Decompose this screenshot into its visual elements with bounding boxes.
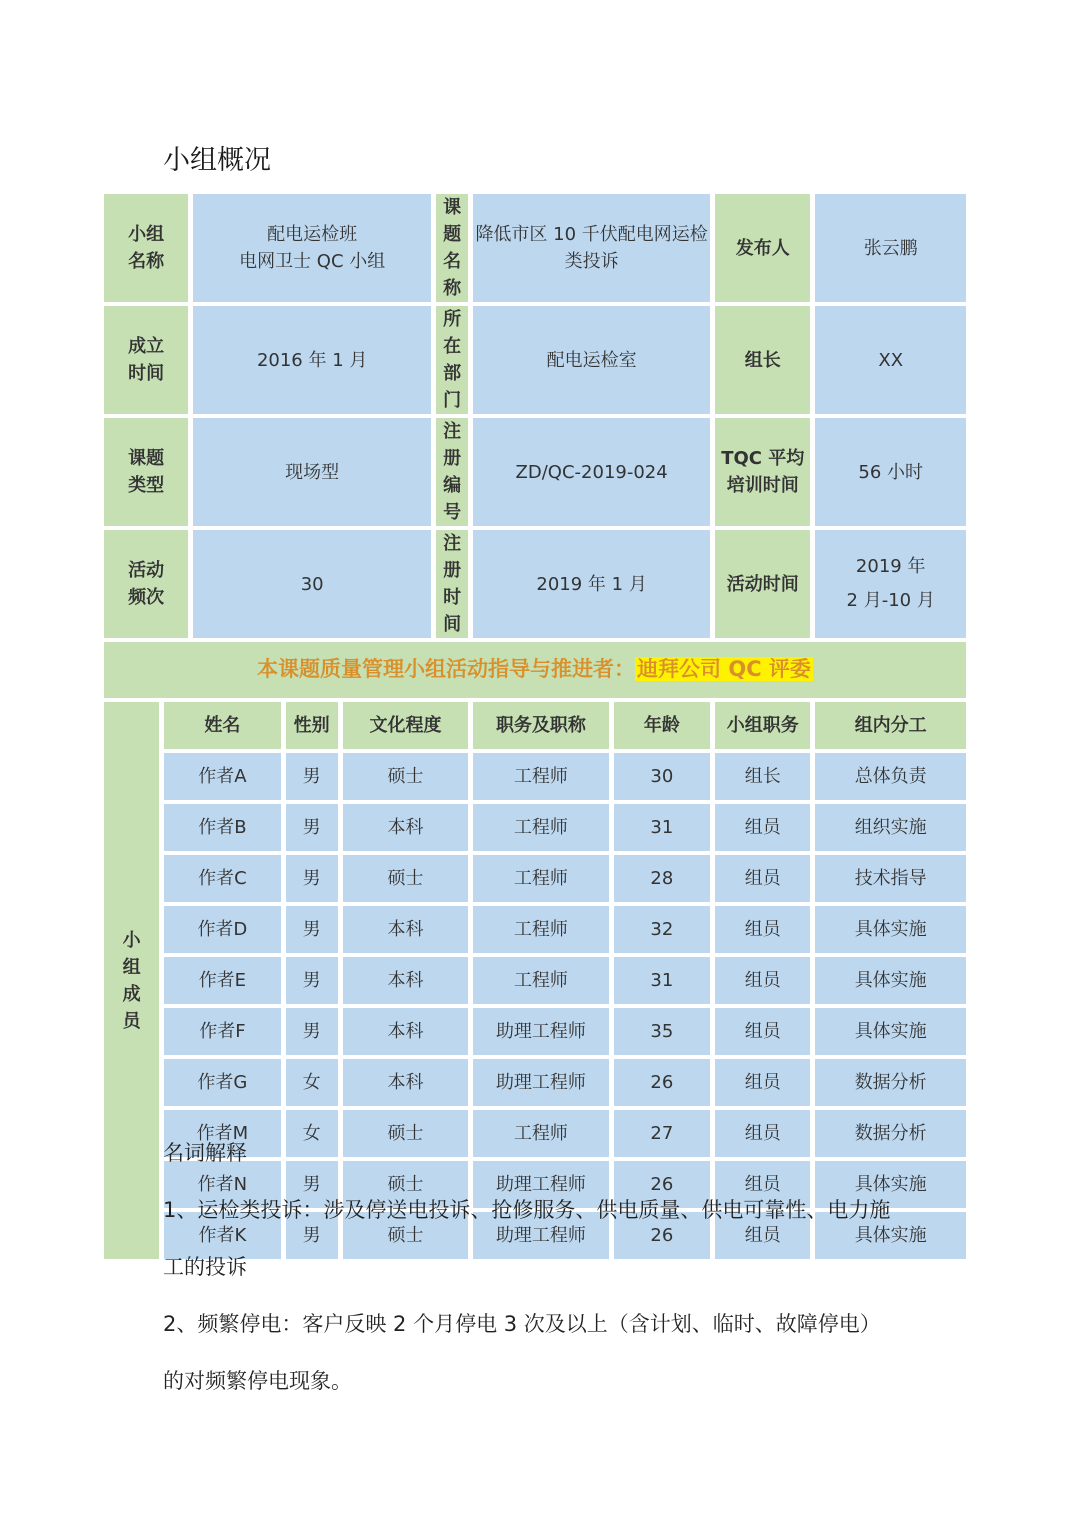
member-name: 作者F bbox=[164, 1008, 280, 1055]
table-row bbox=[104, 753, 966, 800]
member-name: 作者C bbox=[164, 855, 280, 902]
member-title: 助理工程师 bbox=[473, 1212, 608, 1259]
table-row bbox=[104, 957, 966, 1004]
tqc-value: 56 小时 bbox=[815, 418, 966, 526]
group-name-value: 配电运检班 电网卫士 QC 小组 bbox=[193, 194, 431, 302]
member-group-role: 组员 bbox=[715, 804, 810, 851]
member-group-role: 组员 bbox=[715, 1110, 810, 1157]
member-division: 组织实施 bbox=[815, 804, 966, 851]
dept-value: 配电运检室 bbox=[473, 306, 710, 414]
reg-time-value: 2019 年 1 月 bbox=[473, 530, 710, 638]
topic-name-label: 课题 名称 bbox=[436, 194, 468, 302]
member-gender: 男 bbox=[286, 804, 338, 851]
reg-time-label: 注册 时间 bbox=[436, 530, 468, 638]
header-division: 组内分工 bbox=[815, 702, 966, 749]
member-education: 硕士 bbox=[343, 1212, 468, 1259]
member-division: 具体实施 bbox=[815, 1161, 966, 1208]
member-gender: 男 bbox=[286, 906, 338, 953]
glossary-heading: 名词解释 bbox=[163, 1141, 247, 1165]
member-age: 27 bbox=[614, 1110, 710, 1157]
table-row bbox=[104, 855, 966, 902]
group-name-label: 小组 名称 bbox=[104, 194, 188, 302]
member-title: 工程师 bbox=[473, 753, 608, 800]
publisher-label: 发布人 bbox=[715, 194, 810, 302]
activity-time-label: 活动时间 bbox=[715, 530, 810, 638]
member-age: 30 bbox=[614, 753, 710, 800]
member-group-role: 组员 bbox=[715, 1008, 810, 1055]
member-group-role: 组员 bbox=[715, 1161, 810, 1208]
member-age: 35 bbox=[614, 1008, 710, 1055]
glossary-item-1-line-1: 1、运检类投诉：涉及停送电投诉、抢修服务、供电质量、供电可靠性、电力施 bbox=[163, 1198, 891, 1222]
member-name: 作者B bbox=[164, 804, 280, 851]
member-group-role: 组员 bbox=[715, 855, 810, 902]
type-value: 现场型 bbox=[193, 418, 431, 526]
type-label: 课题 类型 bbox=[104, 418, 188, 526]
header-group-role: 小组职务 bbox=[715, 702, 810, 749]
header-age: 年龄 bbox=[614, 702, 710, 749]
glossary-item-2-line-1: 2、频繁停电：客户反映 2 个月停电 3 次及以上（含计划、临时、故障停电） bbox=[163, 1312, 881, 1336]
glossary-item-2-line-2: 的对频繁停电现象。 bbox=[163, 1369, 352, 1393]
member-title: 工程师 bbox=[473, 855, 608, 902]
header-education: 文化程度 bbox=[343, 702, 468, 749]
freq-value: 30 bbox=[193, 530, 431, 638]
banner-prefix: 本课题质量管理小组活动指导与推进者： bbox=[257, 657, 636, 681]
page-title: 小组概况 bbox=[163, 145, 271, 176]
group-overview-table bbox=[99, 190, 971, 1263]
member-age: 32 bbox=[614, 906, 710, 953]
reg-no-value: ZD/QC-2019-024 bbox=[473, 418, 710, 526]
member-gender: 男 bbox=[286, 1161, 338, 1208]
member-group-role: 组长 bbox=[715, 753, 810, 800]
member-group-role: 组员 bbox=[715, 906, 810, 953]
tqc-label: TQC 平均 培训时间 bbox=[715, 418, 810, 526]
member-group-role: 组员 bbox=[715, 1059, 810, 1106]
member-education: 本科 bbox=[343, 906, 468, 953]
glossary-item-1-line-2: 工的投诉 bbox=[163, 1255, 247, 1279]
member-name: 作者K bbox=[164, 1212, 280, 1259]
member-education: 硕士 bbox=[343, 855, 468, 902]
member-name: 作者D bbox=[164, 906, 280, 953]
founded-label: 成立 时间 bbox=[104, 306, 188, 414]
member-gender: 男 bbox=[286, 1212, 338, 1259]
member-title: 工程师 bbox=[473, 906, 608, 953]
member-title: 工程师 bbox=[473, 804, 608, 851]
member-title: 助理工程师 bbox=[473, 1008, 608, 1055]
table-row bbox=[104, 906, 966, 953]
header-gender: 性别 bbox=[286, 702, 338, 749]
banner-highlight: 迪拜公司 QC 评委 bbox=[637, 657, 811, 681]
member-gender: 男 bbox=[286, 855, 338, 902]
glossary bbox=[163, 1133, 963, 1418]
freq-label: 活动 频次 bbox=[104, 530, 188, 638]
member-name: 作者E bbox=[164, 957, 280, 1004]
member-title: 助理工程师 bbox=[473, 1161, 608, 1208]
header-name: 姓名 bbox=[164, 702, 280, 749]
dept-label: 所在 部门 bbox=[436, 306, 468, 414]
member-education: 硕士 bbox=[343, 753, 468, 800]
member-title: 工程师 bbox=[473, 957, 608, 1004]
member-name: 作者G bbox=[164, 1059, 280, 1106]
member-name: 作者N bbox=[164, 1161, 280, 1208]
activity-time-value: 2019 年 2 月-10 月 bbox=[815, 530, 966, 638]
table-row bbox=[104, 1008, 966, 1055]
member-division: 具体实施 bbox=[815, 906, 966, 953]
member-age: 26 bbox=[614, 1059, 710, 1106]
member-division: 数据分析 bbox=[815, 1059, 966, 1106]
leader-label: 组长 bbox=[715, 306, 810, 414]
member-age: 26 bbox=[614, 1161, 710, 1208]
member-title: 工程师 bbox=[473, 1110, 608, 1157]
member-division: 技术指导 bbox=[815, 855, 966, 902]
member-gender: 男 bbox=[286, 1008, 338, 1055]
member-education: 硕士 bbox=[343, 1110, 468, 1157]
member-age: 31 bbox=[614, 957, 710, 1004]
member-division: 具体实施 bbox=[815, 1008, 966, 1055]
guidance-banner bbox=[104, 642, 966, 698]
member-group-role: 组员 bbox=[715, 1212, 810, 1259]
members-side-label: 小 组 成 员 bbox=[104, 702, 159, 1259]
topic-name-value: 降低市区 10 千伏配电网运检 类投诉 bbox=[473, 194, 710, 302]
member-division: 具体实施 bbox=[815, 957, 966, 1004]
member-division: 具体实施 bbox=[815, 1212, 966, 1259]
member-division: 数据分析 bbox=[815, 1110, 966, 1157]
member-age: 28 bbox=[614, 855, 710, 902]
member-age: 26 bbox=[614, 1212, 710, 1259]
header-title: 职务及职称 bbox=[473, 702, 608, 749]
member-division: 总体负责 bbox=[815, 753, 966, 800]
member-gender: 女 bbox=[286, 1059, 338, 1106]
founded-value: 2016 年 1 月 bbox=[193, 306, 431, 414]
member-education: 硕士 bbox=[343, 1161, 468, 1208]
member-name: 作者A bbox=[164, 753, 280, 800]
member-gender: 男 bbox=[286, 753, 338, 800]
member-gender: 男 bbox=[286, 957, 338, 1004]
member-age: 31 bbox=[614, 804, 710, 851]
member-education: 本科 bbox=[343, 957, 468, 1004]
member-gender: 女 bbox=[286, 1110, 338, 1157]
member-education: 本科 bbox=[343, 804, 468, 851]
table-row bbox=[104, 804, 966, 851]
leader-value: XX bbox=[815, 306, 966, 414]
member-education: 本科 bbox=[343, 1008, 468, 1055]
member-education: 本科 bbox=[343, 1059, 468, 1106]
member-name: 作者M bbox=[164, 1110, 280, 1157]
member-title: 助理工程师 bbox=[473, 1059, 608, 1106]
publisher-value: 张云鹏 bbox=[815, 194, 966, 302]
reg-no-label: 注册 编号 bbox=[436, 418, 468, 526]
member-group-role: 组员 bbox=[715, 957, 810, 1004]
table-row bbox=[104, 1059, 966, 1106]
